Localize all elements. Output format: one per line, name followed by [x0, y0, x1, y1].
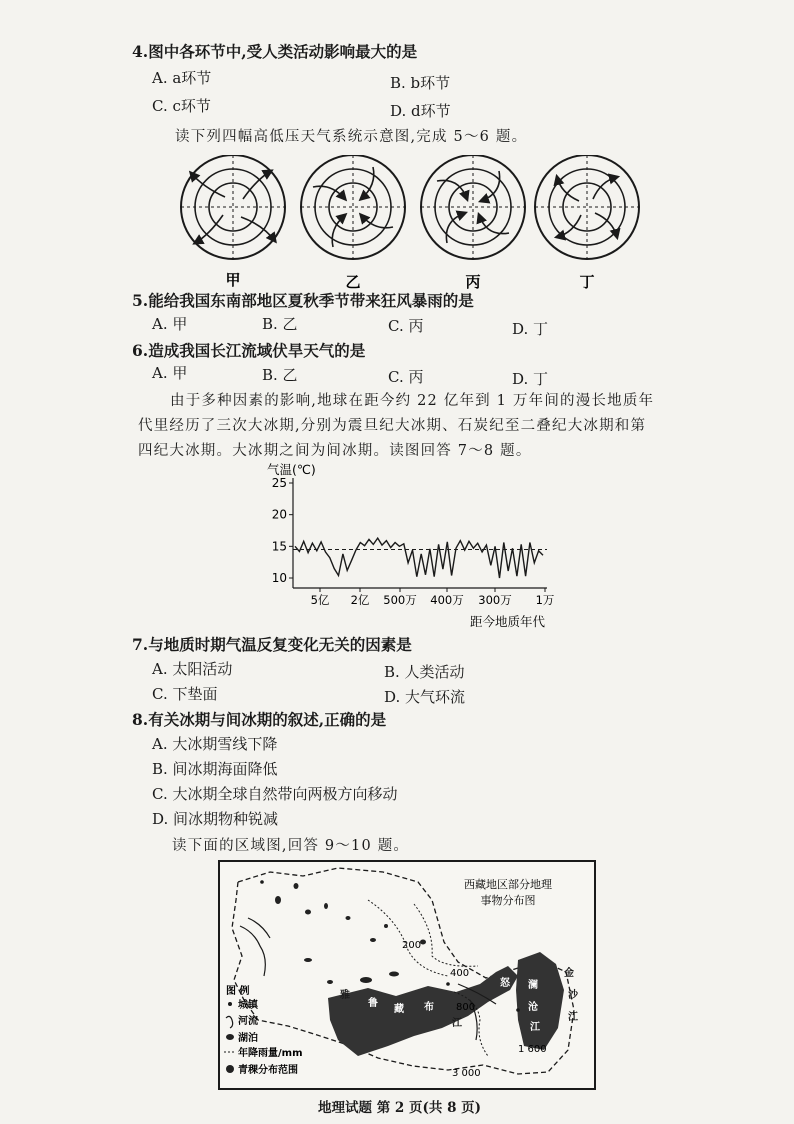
map-title-2: 事物分布图 — [480, 894, 536, 907]
q7-option-b[interactable]: B. 人类活动 — [384, 663, 465, 681]
isohyet-800: 800 — [456, 1002, 476, 1013]
x-tick-label: 400万 — [430, 593, 464, 607]
q8-option-d[interactable]: D. 间冰期物种锐减 — [152, 810, 279, 828]
x-tick-label: 1万 — [535, 593, 555, 607]
label-bing: 丙 — [465, 273, 481, 290]
q7-option-c[interactable]: C. 下垫面 — [152, 685, 218, 703]
q5-option-c[interactable]: C. 丙 — [388, 317, 424, 335]
q8-option-a[interactable]: A. 大冰期雪线下降 — [152, 735, 278, 753]
y-tick-label: 25 — [271, 476, 287, 490]
q4-option-b[interactable]: B. b环节 — [390, 74, 451, 92]
passage-line-1: 由于多种因素的影响,地球在距今约 22 亿年到 1 万年间的漫长地质年 — [170, 393, 655, 409]
q8-option-c[interactable]: C. 大冰期全球自然带向两极方向移动 — [152, 785, 398, 803]
question-5-stem: 5.能给我国东南部地区夏秋季节带来狂风暴雨的是 — [132, 291, 474, 310]
diagram-ding — [535, 155, 639, 259]
y-tick-label: 10 — [271, 571, 287, 585]
q7-option-d[interactable]: D. 大气环流 — [384, 688, 466, 706]
pressure-systems-figure — [175, 155, 645, 290]
q5-option-d[interactable]: D. 丁 — [512, 320, 549, 338]
q4-option-a[interactable]: A. a环节 — [152, 69, 212, 87]
svg-text:沧: 沧 — [528, 1002, 538, 1013]
svg-text:沙: 沙 — [568, 990, 578, 1001]
x-tick-label: 500万 — [383, 593, 417, 607]
legend-river: 河流 — [238, 1016, 258, 1027]
q7-option-a[interactable]: A. 太阳活动 — [152, 660, 233, 678]
chart-x-label: 距今地质年代 — [469, 614, 545, 629]
label-yi: 乙 — [345, 273, 361, 290]
tibet-region-map — [218, 860, 596, 1090]
q6-option-b[interactable]: B. 乙 — [262, 366, 298, 384]
svg-text:鲁: 鲁 — [368, 998, 378, 1009]
page-footer: 地理试题 第 2 页(共 8 页) — [318, 1100, 482, 1116]
svg-text:雅: 雅 — [340, 990, 350, 1001]
y-tick-label: 20 — [271, 507, 287, 522]
question-6-stem: 6.造成我国长江流域伏旱天气的是 — [132, 341, 366, 360]
diagram-yi — [301, 155, 405, 259]
legend-barley: 青稞分布范围 — [238, 1065, 298, 1076]
q6-option-a[interactable]: A. 甲 — [152, 364, 188, 382]
svg-text:江: 江 — [452, 1018, 462, 1029]
svg-text:怒: 怒 — [500, 978, 510, 989]
svg-text:澜: 澜 — [528, 980, 538, 991]
legend-rainfall: 年降雨量/mm — [238, 1048, 303, 1059]
svg-text:金: 金 — [564, 968, 574, 979]
q4-option-c[interactable]: C. c环节 — [152, 97, 211, 115]
q6-option-d[interactable]: D. 丁 — [512, 370, 549, 388]
chart-y-label: 气温(℃) — [267, 462, 316, 477]
q6-option-c[interactable]: C. 丙 — [388, 368, 424, 386]
q5-option-b[interactable]: B. 乙 — [262, 315, 298, 333]
q4-option-d[interactable]: D. d环节 — [390, 102, 451, 120]
svg-text:江: 江 — [530, 1022, 540, 1033]
map-title-1: 西藏地区部分地理 — [464, 878, 552, 891]
label-jia: 甲 — [225, 271, 241, 289]
passage-line-2: 代里经历了三次大冰期,分别为震旦纪大冰期、石炭纪至二叠纪大冰期和第 — [138, 418, 647, 434]
q8-option-b[interactable]: B. 间冰期海面降低 — [152, 760, 278, 778]
isohyet-1600: 1 600 — [518, 1044, 547, 1055]
legend-city: 城镇 — [238, 1000, 258, 1011]
x-tick-label: 2亿 — [350, 593, 370, 607]
isohyet-200: 200 — [402, 940, 422, 951]
diagram-jia — [181, 155, 285, 259]
intro-9-10: 读下面的区域图,回答 9～10 题。 — [172, 838, 410, 854]
svg-text:江: 江 — [568, 1012, 578, 1023]
x-tick-label: 300万 — [478, 593, 512, 607]
question-8-stem: 8.有关冰期与间冰期的叙述,正确的是 — [132, 710, 387, 729]
diagram-bing — [421, 155, 525, 259]
intro-5-6: 读下列四幅高低压天气系统示意图,完成 5～6 题。 — [175, 129, 528, 145]
isohyet-3000: 3 000 — [452, 1068, 481, 1079]
q5-option-a[interactable]: A. 甲 — [152, 315, 188, 333]
svg-text:藏: 藏 — [394, 1004, 404, 1015]
x-tick-label: 5亿 — [310, 593, 330, 607]
y-tick-label: 15 — [271, 539, 287, 554]
svg-text:布: 布 — [424, 1002, 434, 1013]
question-7-stem: 7.与地质时期气温反复变化无关的因素是 — [132, 635, 412, 654]
legend-title: 图 例 — [226, 986, 250, 997]
temperature-chart — [255, 458, 575, 633]
isohyet-400: 400 — [450, 968, 470, 979]
label-ding: 丁 — [579, 273, 595, 290]
passage-line-3: 四纪大冰期。大冰期之间为间冰期。读图回答 7～8 题。 — [138, 443, 532, 459]
temperature-series-line — [295, 538, 543, 578]
legend-lake: 湖泊 — [238, 1033, 258, 1044]
question-4-stem: 4.图中各环节中,受人类活动影响最大的是 — [132, 42, 418, 61]
